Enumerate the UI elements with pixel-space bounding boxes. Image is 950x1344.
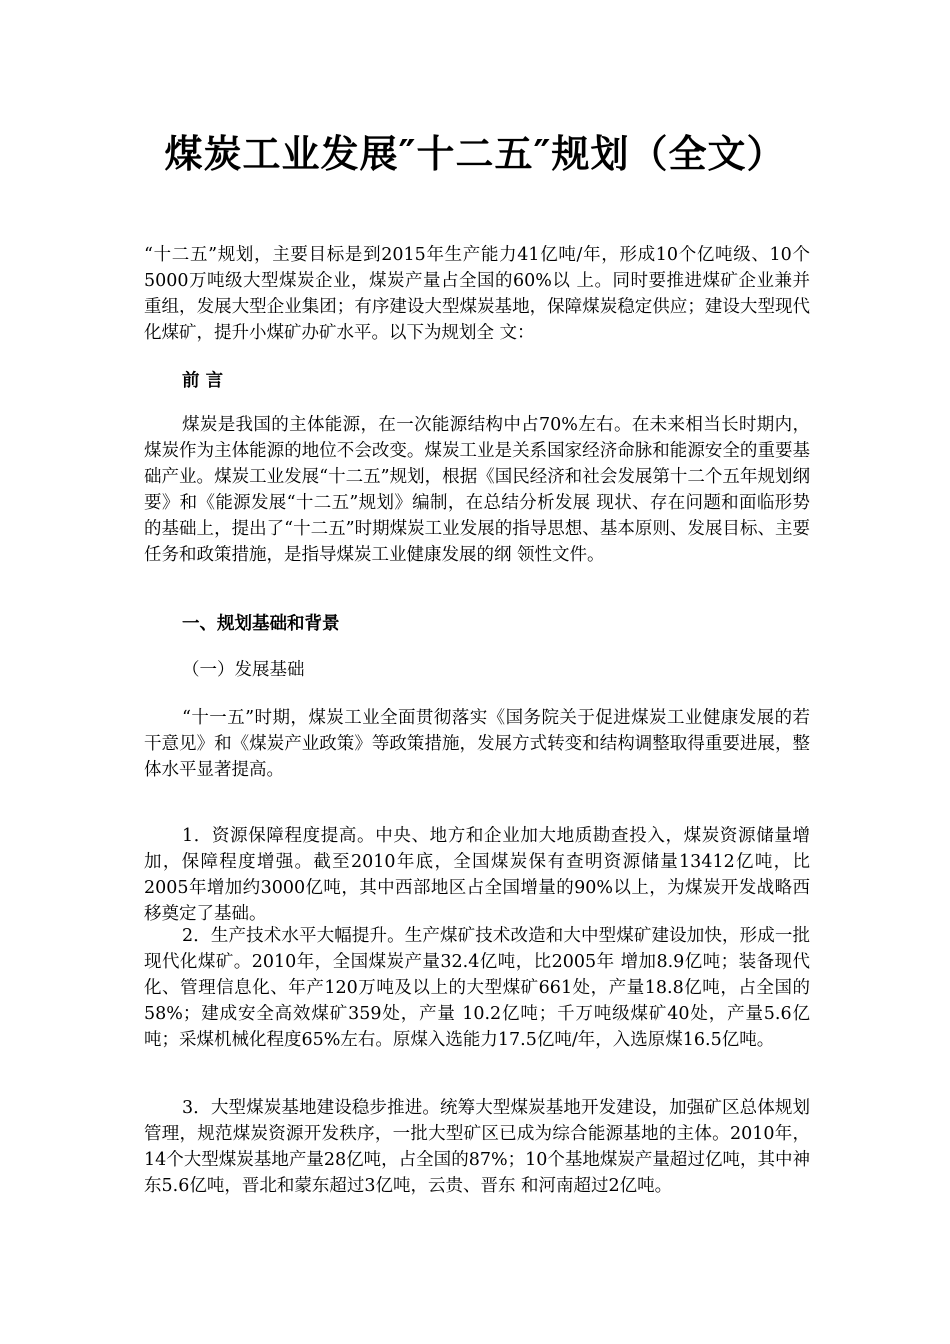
section-heading-1: 一、规划基础和背景 — [182, 614, 340, 634]
item-paragraph-1: 1．资源保障程度提高。中央、地方和企业加大地质勘查投入，煤炭资源储量增加，保障程度增强。截至2010年底，全国煤炭保有查明资源储量13412亿吨，比2005年增加约3000亿吨，其中西部地区占全国增量的90%以上，为煤炭开发战略西移奠定了基础。 — [144, 826, 810, 924]
item-paragraph-3: 3．大型煤炭基地建设稳步推进。统筹大型煤炭基地开发建设，加强矿区总体规划管理，规范煤炭资源开发秩序，一批大型矿区已成为综合能源基地的主体。2010年，14个大型煤炭基地产量28亿吨，占全国的87%；10个基地煤炭产量超过亿吨，其中神东5.6亿吨，晋北和蒙东超过3亿吨，云贵、晋东 和河南超过2亿吨。 — [144, 1098, 810, 1196]
document-title: 煤炭工业发展″十二五″规划（全文） — [164, 131, 786, 176]
preface-heading: 前 言 — [182, 371, 224, 391]
foundation-paragraph: “十一五”时期，煤炭工业全面贯彻落实《国务院关于促进煤炭工业健康发展的若干意见》和《煤炭产业政策》等政策措施，发展方式转变和结构调整取得重要进展，整体水平显著提高。 — [144, 708, 810, 780]
item-paragraph-2: 2．生产技术水平大幅提升。生产煤矿技术改造和大中型煤矿建设加快，形成一批现代化煤矿。2010年，全国煤炭产量32.4亿吨，比2005年 增加8.9亿吨；装备现代化、管理信息化、年产120万吨及以上的大型煤矿661处，产量18.8亿吨，占全国的58%；建成安全高效煤矿359处，产量 10.2亿吨；千万吨级煤矿40处，产量5.6亿吨；采煤机械化程度65%左右。原煤入选能力17.5亿吨/年，入选原煤16.5亿吨。 — [144, 926, 810, 1050]
subsection-heading-1: （一）发展基础 — [182, 660, 305, 680]
preface-paragraph: 煤炭是我国的主体能源，在一次能源结构中占70%左右。在未来相当长时期内，煤炭作为主体能源的地位不会改变。煤炭工业是关系国家经济命脉和能源安全的重要基础产业。煤炭工业发展“十二五”规划，根据《国民经济和社会发展第十二个五年规划纲要》和《能源发展“十二五”规划》编制，在总结分析发展 现状、存在问题和面临形势的基础上，提出了“十二五”时期煤炭工业发展的指导思想、基本原则、发展目标、主要任务和政策措施，是指导煤炭工业健康发展的纲 领性文件。 — [144, 415, 810, 565]
intro-paragraph: “十二五”规划，主要目标是到2015年生产能力41亿吨/年，形成10个亿吨级、10个5000万吨级大型煤炭企业，煤炭产量占全国的60%以 上。同时要推进煤矿企业兼并重组，发展大型企业集团；有序建设大型煤炭基地，保障煤炭稳定供应；建设大型现代化煤矿，提升小煤矿办矿水平。以下为规划全 文： — [144, 245, 810, 343]
